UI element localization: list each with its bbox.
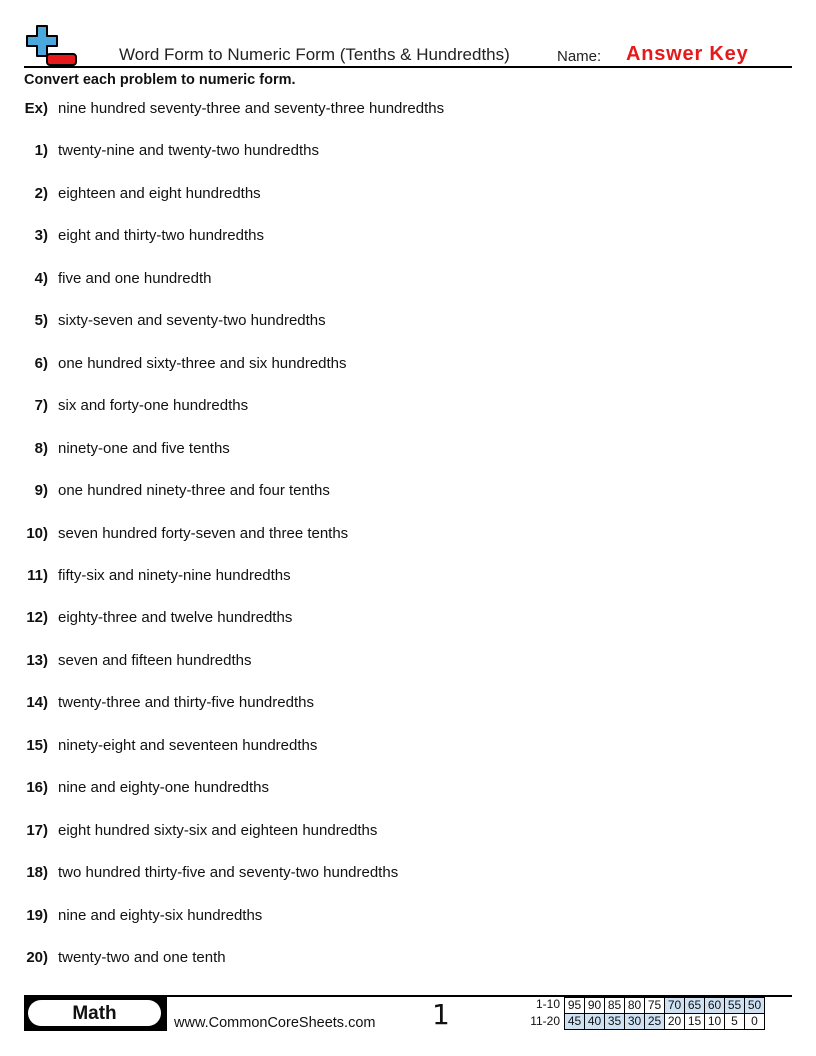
problem-text: fifty-six and ninety-nine hundredths	[58, 566, 291, 584]
website-url: www.CommonCoreSheets.com	[174, 1015, 376, 1031]
problem-text: seven and fifteen hundredths	[58, 651, 252, 669]
problem-number: 3)	[34, 227, 48, 245]
problem-number: 10)	[26, 524, 48, 542]
problem-number: 1)	[34, 142, 48, 160]
score-row	[565, 998, 765, 1014]
problem-number: 14)	[26, 694, 48, 712]
problem-text: nine hundred seventy-three and seventy-three hundredths	[58, 100, 445, 117]
problem-number: 18)	[26, 864, 48, 882]
score-cell: 45	[565, 1014, 585, 1030]
score-cell: 35	[605, 1014, 625, 1030]
score-cell: 30	[625, 1014, 645, 1030]
score-row-label: 11-20	[530, 1014, 560, 1028]
problem-number: 11)	[27, 566, 48, 584]
score-cell: 90	[585, 998, 605, 1014]
score-cell: 80	[625, 998, 645, 1014]
problem-text: two hundred thirty-five and seventy-two hundredths	[58, 864, 399, 882]
problem-number: 4)	[34, 269, 48, 287]
score-cell: 10	[705, 1014, 725, 1030]
problem-number: 5)	[34, 312, 48, 330]
problem-text: eight and thirty-two hundredths	[58, 227, 264, 245]
score-cell: 15	[685, 1014, 705, 1030]
problem-number: 8)	[34, 439, 48, 457]
problem-number: 16)	[26, 779, 48, 797]
problem-number: 15)	[26, 736, 48, 754]
problem-text: eight hundred sixty-six and eighteen hundredths	[58, 821, 378, 839]
score-row-label: 1-10	[535, 997, 560, 1011]
problem-text: eighty-three and twelve hundredths	[58, 609, 293, 627]
problem-number: 19)	[26, 906, 48, 924]
score-cell: 75	[645, 998, 665, 1014]
score-cell: 40	[585, 1014, 605, 1030]
score-cell: 55	[725, 998, 745, 1014]
problem-text: one hundred ninety-three and four tenths	[58, 482, 330, 500]
score-cell: 95	[565, 998, 585, 1014]
problem-text: nine and eighty-six hundredths	[58, 906, 263, 924]
problem-text: twenty-three and thirty-five hundredths	[58, 694, 314, 712]
score-cell: 5	[725, 1014, 745, 1030]
problem-number: 20)	[26, 949, 48, 966]
problem-text: nine and eighty-one hundredths	[58, 779, 269, 797]
problem-text: eighteen and eight hundredths	[58, 184, 261, 202]
problem-text: twenty-two and one tenth	[58, 949, 226, 966]
problem-text: ninety-one and five tenths	[58, 439, 230, 457]
problem-text: five and one hundredth	[58, 269, 212, 287]
score-cell: 65	[685, 998, 705, 1014]
problem-text: ninety-eight and seventeen hundredths	[58, 736, 318, 754]
score-cell: 70	[665, 998, 685, 1014]
score-cell: 25	[645, 1014, 665, 1030]
name-label: Name:	[557, 48, 602, 65]
problem-number: 2)	[34, 184, 48, 202]
score-cell: 0	[745, 1014, 765, 1030]
subject-label: Math	[28, 1000, 161, 1026]
problem-text: six and forty-one hundredths	[58, 397, 249, 415]
worksheet-title: Word Form to Numeric Form (Tenths & Hundredths)	[119, 45, 510, 64]
problem-number: 12)	[26, 609, 48, 627]
problem-text: sixty-seven and seventy-two hundredths	[58, 312, 326, 330]
score-cell: 60	[705, 998, 725, 1014]
problem-text: one hundred sixty-three and six hundredths	[58, 354, 347, 372]
plus-minus-logo-icon	[24, 24, 78, 68]
page-number: 1	[432, 998, 450, 1031]
score-row	[565, 1014, 765, 1030]
instructions: Convert each problem to numeric form.	[24, 72, 296, 88]
answer-key-label: Answer Key	[626, 43, 749, 65]
score-table	[564, 997, 765, 1030]
problem-number: 6)	[34, 354, 48, 372]
score-cell: 85	[605, 998, 625, 1014]
score-cell: 50	[745, 998, 765, 1014]
score-cell: 20	[665, 1014, 685, 1030]
problem-number: 7)	[34, 397, 48, 415]
header-divider	[24, 66, 792, 68]
problem-text: seven hundred forty-seven and three tenths	[58, 524, 349, 542]
problem-text: twenty-nine and twenty-two hundredths	[58, 142, 319, 160]
problem-number: 13)	[26, 651, 48, 669]
problem-number: 9)	[34, 482, 48, 500]
subject-badge	[24, 997, 167, 1031]
problem-number: Ex)	[24, 100, 48, 117]
problem-number: 17)	[26, 821, 48, 839]
